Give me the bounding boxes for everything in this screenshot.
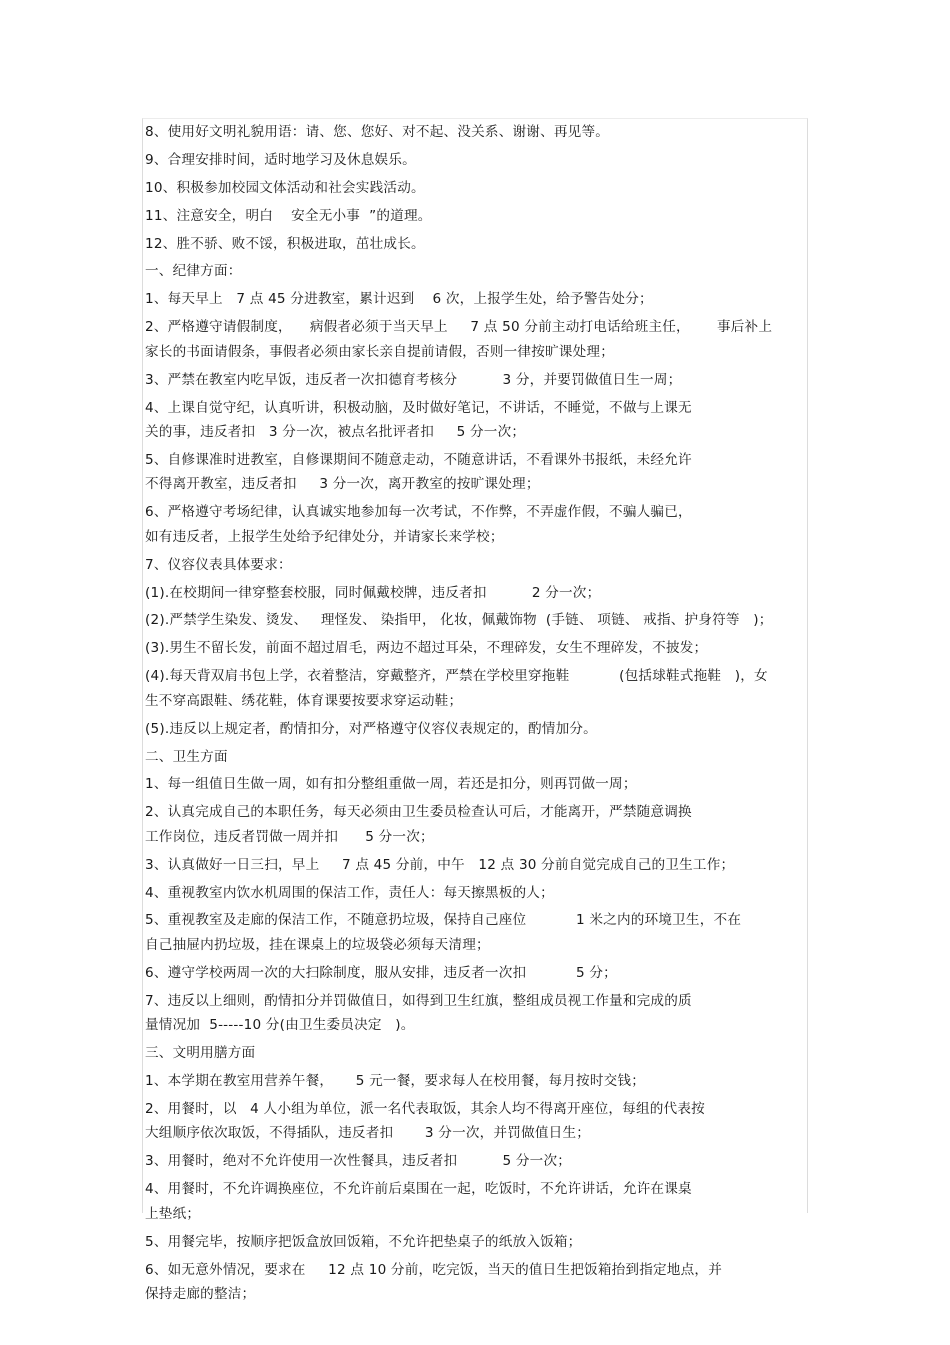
paragraph xyxy=(145,1230,807,1255)
paragraph xyxy=(145,745,807,770)
text-line: 5、重视教室及走廊的保洁工作，不随意扔垃圾，保持自己座位 1 米之内的环境卫生，不在 xyxy=(145,912,742,929)
text-line: 2、严格遵守请假制度， 病假者必须于当天早上 7 点 50 分前主动打电话给班主任， 事后补上 xyxy=(145,319,773,336)
document-body xyxy=(145,120,807,1310)
text-line: 一、纪律方面： xyxy=(145,263,242,280)
paragraph xyxy=(145,1149,807,1174)
text-line: 5、自修课准时进教室，自修课期间不随意走动，不随意讲话，不看课外书报纸，未经允许 xyxy=(145,451,692,468)
text-line: 9、合理安排时间，适时地学习及休息娱乐。 xyxy=(145,151,416,168)
text-line: 如有违反者，上报学生处给予纪律处分，并请家长来学校； xyxy=(145,528,504,545)
text-line: 家长的书面请假条，事假者必须由家长亲自提前请假，否则一律按旷课处理； xyxy=(145,343,614,360)
paragraph xyxy=(145,287,807,312)
paragraph xyxy=(145,259,807,284)
text-line: 量情况加 5-----10 分(由卫生委员决定 )。 xyxy=(145,1017,415,1034)
paragraph xyxy=(145,204,807,229)
text-line: (3).男生不留长发，前面不超过眉毛，两边不超过耳朵，不理碎发，女生不理碎发，不披发； xyxy=(145,640,708,657)
text-line: 5、用餐完毕，按顺序把饭盒放回饭箱，不允许把垫桌子的纸放入饭箱； xyxy=(145,1233,582,1250)
text-line: 生不穿高跟鞋、绣花鞋，体育课要按要求穿运动鞋； xyxy=(145,692,463,709)
text-line: 2、用餐时，以 4 人小组为单位，派一名代表取饭，其余人均不得离开座位，每组的代表按 xyxy=(145,1100,705,1117)
paragraph xyxy=(145,989,807,1038)
text-line: 不得离开教室，违反者扣 3 分一次，离开教室的按旷课处理； xyxy=(145,476,540,493)
text-line: (4).每天背双肩书包上学，衣着整洁，穿戴整齐，严禁在学校里穿拖鞋 (包括球鞋式拖鞋 )，女 xyxy=(145,668,768,685)
paragraph xyxy=(145,368,807,393)
paragraph xyxy=(145,772,807,797)
text-line: 1、本学期在教室用营养午餐， 5 元一餐，要求每人在校用餐，每月按时交钱； xyxy=(145,1073,646,1090)
paragraph xyxy=(145,1069,807,1094)
text-line: 二、卫生方面 xyxy=(145,748,228,765)
text-line: 7、仪容仪表具体要求： xyxy=(145,556,292,573)
paragraph xyxy=(145,1177,807,1226)
paragraph xyxy=(145,908,807,957)
text-line: (2).严禁学生染发、烫发、 理怪发、 染指甲， 化妆，佩戴饰物 (手链、 项链、 戒指、护身符等 )； xyxy=(145,612,773,629)
text-line: 6、严格遵守考场纪律，认真诚实地参加每一次考试，不作弊，不弄虚作假，不骗人骗已， xyxy=(145,504,692,521)
paragraph xyxy=(145,232,807,257)
paragraph xyxy=(145,800,807,849)
paragraph xyxy=(145,448,807,497)
paragraph xyxy=(145,148,807,173)
paragraph xyxy=(145,881,807,906)
paragraph xyxy=(145,1041,807,1066)
paragraph xyxy=(145,500,807,549)
text-line: 6、如无意外情况，要求在 12 点 10 分前，吃完饭，当天的值日生把饭箱抬到指定地点，并 xyxy=(145,1261,722,1278)
text-line: 3、认真做好一日三扫，早上 7 点 45 分前，中午 12 点 30 分前自觉完成自己的卫生工作； xyxy=(145,856,735,873)
paragraph xyxy=(145,608,807,633)
text-line: 2、认真完成自己的本职任务，每天必须由卫生委员检查认可后，才能离开，严禁随意调换 xyxy=(145,804,692,821)
text-line: 12、胜不骄、败不馁，积极进取，茁壮成长。 xyxy=(145,235,425,252)
text-line: 8、使用好文明礼貌用语：请、您、您好、对不起、没关系、谢谢、再见等。 xyxy=(145,124,610,140)
text-line: 7、违反以上细则，酌情扣分并罚做值日，如得到卫生红旗，整组成员视工作量和完成的质 xyxy=(145,992,692,1009)
text-line: 3、用餐时，绝对不允许使用一次性餐具，违反者扣 5 分一次； xyxy=(145,1153,572,1170)
paragraph xyxy=(145,1258,807,1307)
paragraph xyxy=(145,636,807,661)
text-line: 工作岗位，违反者罚做一周并扣 5 分一次； xyxy=(145,828,434,845)
text-line: 10、积极参加校园文体活动和社会实践活动。 xyxy=(145,179,425,196)
paragraph xyxy=(145,176,807,201)
text-line: 1、每天早上 7 点 45 分进教室，累计迟到 6 次，上报学生处，给予警告处分； xyxy=(145,291,653,308)
paragraph xyxy=(145,961,807,986)
paragraph xyxy=(145,553,807,578)
paragraph xyxy=(145,717,807,742)
paragraph xyxy=(145,853,807,878)
paragraph xyxy=(145,664,807,713)
text-line: 上垫纸； xyxy=(145,1205,201,1222)
text-line: 4、重视教室内饮水机周围的保洁工作，责任人：每天擦黑板的人； xyxy=(145,884,554,901)
paragraph xyxy=(145,120,807,145)
text-line: (1).在校期间一律穿整套校服，同时佩戴校牌，违反者扣 2 分一次； xyxy=(145,584,601,601)
text-line: 大组顺序依次取饭，不得插队，违反者扣 3 分一次，并罚做值日生； xyxy=(145,1125,591,1142)
text-line: 自己抽屉内扔垃圾，挂在课桌上的垃圾袋必须每天清理； xyxy=(145,936,490,953)
text-line: 6、遵守学校两周一次的大扫除制度，服从安排，违反者一次扣 5 分； xyxy=(145,964,617,981)
paragraph xyxy=(145,581,807,606)
text-line: 4、上课自觉守纪，认真听讲，积极动脑，及时做好笔记，不讲话，不睡觉，不做与上课无 xyxy=(145,399,692,416)
text-line: 保持走廊的整洁； xyxy=(145,1286,256,1302)
paragraph xyxy=(145,315,807,364)
text-line: 11、注意安全，明白 安全无小事 ”的道理。 xyxy=(145,207,432,224)
text-line: 1、每一组值日生做一周，如有扣分整组重做一周，若还是扣分，则再罚做一周； xyxy=(145,776,637,793)
text-line: 三、文明用膳方面 xyxy=(145,1045,256,1062)
text-line: 关的事，违反者扣 3 分一次，被点名批评者扣 5 分一次； xyxy=(145,424,526,441)
paragraph xyxy=(145,396,807,445)
text-line: 4、用餐时，不允许调换座位，不允许前后桌围在一起，吃饭时，不允许讲话，允许在课桌 xyxy=(145,1181,692,1198)
paragraph xyxy=(145,1097,807,1146)
text-line: (5).违反以上规定者，酌情扣分，对严格遵守仪容仪表规定的，酌情加分。 xyxy=(145,720,597,737)
text-line: 3、严禁在教室内吃早饭，违反者一次扣德育考核分 3 分，并要罚做值日生一周； xyxy=(145,371,682,388)
